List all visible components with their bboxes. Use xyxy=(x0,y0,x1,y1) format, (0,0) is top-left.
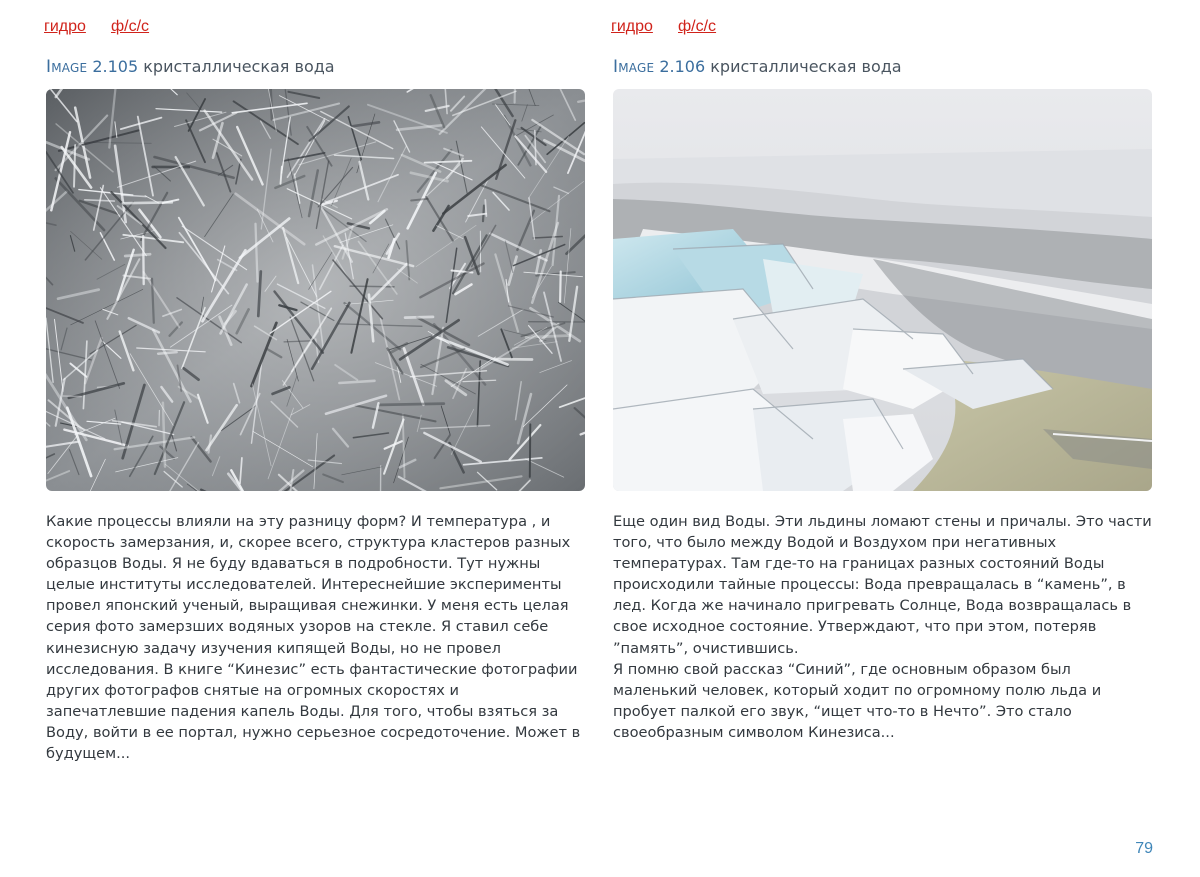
nav-links-right xyxy=(611,16,736,36)
page-number: 79 xyxy=(1135,840,1153,857)
ice-floes-photo xyxy=(613,89,1152,491)
nav-links-left xyxy=(44,16,169,36)
nav-link-gidro[interactable]: гидро xyxy=(44,18,86,35)
body-text: Еще один вид Воды. Эти льдины ломают стены и причалы. Это части того, что было между Водой и Воздухом при негативных температурах. Там где-то на границах разных состояний Воды происходили тайные процессы: Вода превращалась в “камень”, в лед. Когда же начинало пригревать Солнце, Вода возвращалась в свое исходное состояние. Утверждают, что при этом, потеряв ”память”, очистившись. Я помню свой рассказ “Синий”, где основным образом был маленький человек, который ходит по огромному полю льда и пробует палкой его звук, “ищет что-то в Нечто”. Это стало своеобразным символом Кинезиса... xyxy=(613,513,1152,741)
caption-number: 2.106 xyxy=(659,57,706,76)
image-caption xyxy=(613,57,902,77)
body-text: Какие процессы влияли на эту разницу форм? И температура , и скорость замерзания, и, скорее всего, структура кластеров разных образцов Воды. Я не буду вдаваться в подробности. Тут нужны целые институты исследователей. Интереснейшие эксперименты провел японский ученый, выращивая снежинки. У меня есть целая серия фото замерзших водяных узоров на стекле. Я ставил себе кинезисную задачу изучения кипящей Воды, но не провел исследования. В книге “Кинезис” есть фантастические фотографии других фотографов снятые на огромных скоростях и запечатлевшие падения капель Воды. Для того, чтобы взяться за Воду, войти в ее портал, нужно серьезное сосредоточение. Может в будущем... xyxy=(46,513,581,763)
ice-crystals-photo xyxy=(46,89,585,491)
nav-link-fss[interactable]: ф/с/с xyxy=(678,18,717,35)
nav-link-fss[interactable]: ф/с/с xyxy=(111,18,150,35)
caption-number: 2.105 xyxy=(92,57,139,76)
image-caption xyxy=(46,57,335,77)
caption-title: кристаллическая вода xyxy=(143,57,335,76)
nav-link-gidro[interactable]: гидро xyxy=(611,18,653,35)
caption-title: кристаллическая вода xyxy=(710,57,902,76)
caption-label: Image xyxy=(46,57,88,77)
caption-label: Image xyxy=(613,57,655,77)
